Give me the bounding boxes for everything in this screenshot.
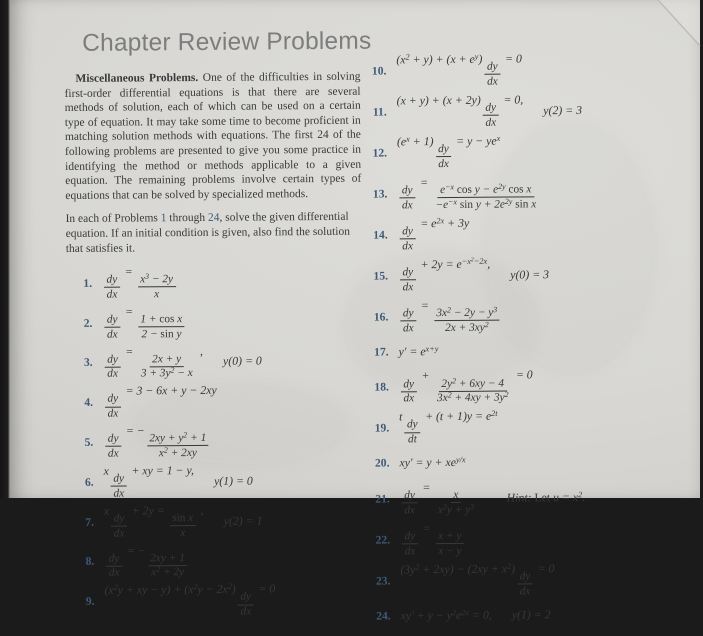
fraction: $\frac{dy}{dx}$ bbox=[517, 570, 533, 597]
left-column bbox=[64, 70, 364, 623]
problem-number: 24. bbox=[376, 609, 391, 623]
fraction: $\frac{2x + y}{3 + 3y^2 - x}$ bbox=[140, 352, 193, 380]
problem-item bbox=[362, 296, 700, 335]
fraction: $\frac{dy}{dx}$ bbox=[104, 313, 120, 340]
problem-item bbox=[361, 132, 699, 171]
right-column bbox=[360, 41, 703, 633]
fraction: $\frac{3x^2 - 2y - y^3}{2x + 3xy^2}$ bbox=[434, 307, 500, 335]
problem-expression: $y' = e^{x+y}$ bbox=[398, 344, 439, 359]
problem-number: 11. bbox=[372, 105, 387, 119]
problem-item bbox=[68, 581, 364, 620]
page-content bbox=[8, 0, 702, 623]
problem-expression: $xy' = y + xe^{y/x}$ bbox=[399, 455, 466, 470]
problem-item bbox=[362, 214, 700, 253]
problem-number: 14. bbox=[373, 228, 388, 242]
problem-hint: Hint: Let $u = x^2$. bbox=[506, 489, 586, 505]
initial-condition: y(2) = 1 bbox=[223, 512, 263, 528]
text-segment: of the following problems are presented to give you some practice in identifying the method or methods applicable to a given equation. The remaining problems involve certain types of equations that can be solved by specialized methods. bbox=[64, 129, 362, 202]
fraction: $\frac{dy}{dx}$ bbox=[402, 489, 418, 516]
fraction: $\frac{dy}{dx}$ bbox=[111, 473, 127, 500]
fraction: $\frac{dy}{dt}$ bbox=[404, 419, 420, 446]
problem-expression: $\frac{dy}{dx}$ = $\frac{x + y}{x - y}$ bbox=[400, 521, 466, 558]
problem-item bbox=[364, 560, 702, 599]
fraction: $\frac{dy}{dx}$ bbox=[111, 512, 127, 539]
problem-number: 20. bbox=[374, 456, 390, 471]
book-page bbox=[10, 0, 700, 623]
problem-expression: $\frac{dy}{dx}$ + $\frac{2y^2 + 6xy - 4}{3x^2 + 4xy + 3y^2}$ = 0 bbox=[399, 368, 533, 405]
problem-expression: $\frac{dy}{dx}$ + $2y = e^{-x^2-2x}$, bbox=[398, 257, 491, 294]
problem-number: 5. bbox=[84, 435, 94, 449]
fraction: $\frac{dy}{dx}$ bbox=[484, 61, 500, 88]
problem-expression: $\frac{dy}{dx}$ = $\frac{\text{1 + cos x}}{\text{2 − sin y}}$ bbox=[102, 304, 187, 341]
problem-expression: t $\frac{dy}{dt}$ + $(t + 1)y = e^{2t}$ bbox=[399, 409, 498, 446]
fraction: $\frac{\text{sin x}}{x}$ bbox=[170, 512, 196, 540]
text-segment: through bbox=[166, 212, 209, 225]
problem-expression: $\frac{dy}{dx}$ = − $\frac{2xy + y^2 + 1}{x^2 + 2xy}$ bbox=[103, 423, 211, 460]
problem-item bbox=[66, 263, 362, 302]
text-segment: Miscellaneous Problems. bbox=[75, 71, 199, 85]
fraction: $\frac{2y^2 + 6xy - 4}{3x^2 + 4xy + 3y^2}$ bbox=[436, 375, 509, 405]
problem-item bbox=[363, 448, 701, 476]
problem-number: 23. bbox=[375, 574, 391, 588]
problem-item bbox=[363, 367, 701, 406]
text-segment: 24 bbox=[207, 212, 220, 225]
page-corner-crease bbox=[628, 0, 700, 70]
problem-list-right bbox=[360, 50, 703, 629]
fraction: $\frac{dy}{dx}$ bbox=[105, 393, 121, 420]
problem-number: 1. bbox=[83, 276, 93, 290]
problem-expression: $(3y^2 + 2xy) - (2xy + x^2)$ $\frac{dy}{dx}$ = 0 bbox=[400, 561, 555, 598]
page-title: Chapter Review Problems bbox=[82, 27, 372, 57]
fraction: $\frac{x}{x^2y + y^3}$ bbox=[437, 488, 475, 516]
problem-number: 15. bbox=[373, 269, 389, 283]
fraction: $\frac{dy}{dx}$ bbox=[436, 143, 452, 170]
problem-expression: $(e^x + 1)$ $\frac{dy}{dx}$ = $y - ye^x$ bbox=[396, 133, 501, 170]
problem-expression: $\frac{dy}{dx}$ = 3 − 6x + y − 2xy bbox=[103, 383, 217, 420]
problem-expression: $\frac{dy}{dx}$ = $\frac{e^{-x} \cos y - e^{2y} \cos x}{-e^{-x} \sin y + 2e^{2y} \sin x}$ bbox=[397, 174, 541, 212]
text-segment: 24 bbox=[317, 129, 329, 142]
fraction: $\frac{dy}{dx}$ bbox=[399, 184, 415, 211]
problem-number: 7. bbox=[85, 515, 94, 529]
problem-item bbox=[68, 501, 364, 540]
fraction: $\frac{dy}{dx}$ bbox=[401, 378, 417, 405]
problem-item bbox=[361, 173, 699, 212]
problem-number: 21. bbox=[375, 492, 390, 506]
instructions-paragraph bbox=[66, 210, 362, 256]
problem-expression: x $\frac{dy}{dx}$ + 2y = $\frac{\text{sin x}}{x}$ , bbox=[103, 502, 204, 540]
problem-expression: $\frac{dy}{dx}$ = $\frac{3x^2 - 2y - y^3}{2x + 3xy^2}$ bbox=[398, 297, 502, 334]
fraction: $\frac{dy}{dx}$ bbox=[400, 266, 416, 293]
problem-number: 9. bbox=[85, 594, 95, 608]
problem-number: 4. bbox=[84, 395, 94, 410]
text-segment: One of the difficulties in solving first-order differential equations is that there are several methods of solution, each of which can be used on a certain type of equation. It may take some time to become proficient in matching solution methods with equations. The first bbox=[64, 70, 361, 144]
problem-number: 17. bbox=[374, 345, 389, 359]
problem-expression: $\frac{dy}{dx}$ = $\frac{x}{x^2y + y^3}$ bbox=[400, 480, 479, 517]
fraction: $\frac{dy}{dx}$ bbox=[238, 591, 254, 618]
fraction: $\frac{dy}{dx}$ bbox=[104, 274, 120, 301]
problem-expression: $xy' + y - y^2e^{2x} = 0$, bbox=[400, 607, 492, 623]
initial-condition: y(1) = 2 bbox=[511, 607, 551, 622]
problem-item bbox=[67, 462, 363, 501]
problem-number: 8. bbox=[85, 555, 95, 569]
problem-expression: $\frac{dy}{dx}$ = − $\frac{2xy + 1}{x^2 + 2y}$ bbox=[104, 543, 189, 580]
fraction: $\frac{\text{1 + cos x}}{\text{2 − sin y}}$ bbox=[138, 313, 185, 341]
problem-item bbox=[363, 407, 701, 446]
problem-expression: (x + y) + (x + 2y) $\frac{dy}{dx}$ = 0, bbox=[396, 92, 524, 129]
problem-number: 16. bbox=[373, 310, 389, 324]
problem-number: 19. bbox=[374, 421, 390, 435]
problem-item bbox=[361, 91, 699, 130]
problem-expression: $(x^2 + y) + (x + e^y)$ $\frac{dy}{dx}$ = 0 bbox=[396, 51, 522, 88]
problem-number: 10. bbox=[371, 64, 387, 78]
problem-expression: $\frac{dy}{dx}$ = $\frac{2x + y}{3 + 3y^2 - x}$ , bbox=[103, 344, 204, 381]
problem-expression: x $\frac{dy}{dx}$ + xy = 1 − y, bbox=[103, 463, 195, 500]
initial-condition: y(0) = 3 bbox=[510, 266, 550, 282]
problem-list-left bbox=[66, 263, 365, 620]
problem-item bbox=[362, 255, 700, 294]
problem-expression: ($x^2y$ + xy − $y) + (x^2y - 2x^2)$ $\frac{dy}{dx}$ = 0 bbox=[104, 581, 276, 618]
fraction: $\frac{dy}{dx}$ bbox=[105, 433, 121, 460]
problem-item bbox=[67, 382, 363, 421]
problem-expression: $\frac{dy}{dx}$ = $\frac{x^3 - 2y}{x}$ bbox=[102, 264, 178, 301]
text-segment: 1 bbox=[160, 212, 167, 225]
fraction: $\frac{x^3 - 2y}{x}$ bbox=[138, 273, 176, 301]
problem-item bbox=[66, 303, 362, 342]
problem-item bbox=[364, 478, 702, 517]
problem-number: 6. bbox=[84, 475, 94, 489]
problem-number: 22. bbox=[375, 533, 391, 547]
problem-item bbox=[364, 519, 702, 558]
fraction: $\frac{dy}{dx}$ bbox=[402, 530, 418, 557]
problem-expression: $\frac{dy}{dx}$ = $e^{2x} + 3y$ bbox=[398, 216, 470, 253]
fraction: $\frac{dy}{dx}$ bbox=[106, 552, 122, 579]
problem-item bbox=[363, 337, 701, 365]
fraction: $\frac{dy}{dx}$ bbox=[400, 307, 416, 334]
problem-item bbox=[67, 422, 363, 461]
problem-item bbox=[67, 342, 363, 381]
fraction: $\frac{dy}{dx}$ bbox=[483, 102, 499, 129]
text-segment: In each of Problems bbox=[65, 212, 161, 226]
problem-number: 2. bbox=[83, 316, 93, 330]
fraction: $\frac{2xy + y^2 + 1}{x^2 + 2xy}$ bbox=[147, 432, 209, 460]
problem-number: 3. bbox=[83, 356, 93, 370]
problem-item bbox=[365, 601, 703, 629]
initial-condition: y(0) = 0 bbox=[222, 353, 262, 369]
fraction: $\frac{dy}{dx}$ bbox=[400, 225, 416, 252]
problem-item bbox=[68, 541, 364, 580]
fraction: $\frac{2xy + 1}{x^2 + 2y}$ bbox=[148, 552, 188, 580]
fraction: $\frac{e^{-x} \cos y - e^{2y} \cos x}{-e^{-x} \sin y + 2e^{2y} \sin x}$ bbox=[435, 181, 537, 211]
fraction: $\frac{x + y}{x - y}$ bbox=[436, 530, 465, 558]
initial-condition: y(2) = 3 bbox=[543, 102, 583, 117]
problem-number: 18. bbox=[374, 380, 389, 394]
initial-condition: y(1) = 0 bbox=[213, 473, 253, 488]
intro-paragraph bbox=[64, 70, 361, 204]
problem-number: 13. bbox=[372, 187, 388, 201]
text-segment: , solve the given differential equation. If an initial condition is given, also find the solution that satisfies it. bbox=[65, 211, 350, 255]
problem-number: 12. bbox=[372, 146, 388, 160]
fraction: $\frac{dy}{dx}$ bbox=[105, 353, 121, 380]
